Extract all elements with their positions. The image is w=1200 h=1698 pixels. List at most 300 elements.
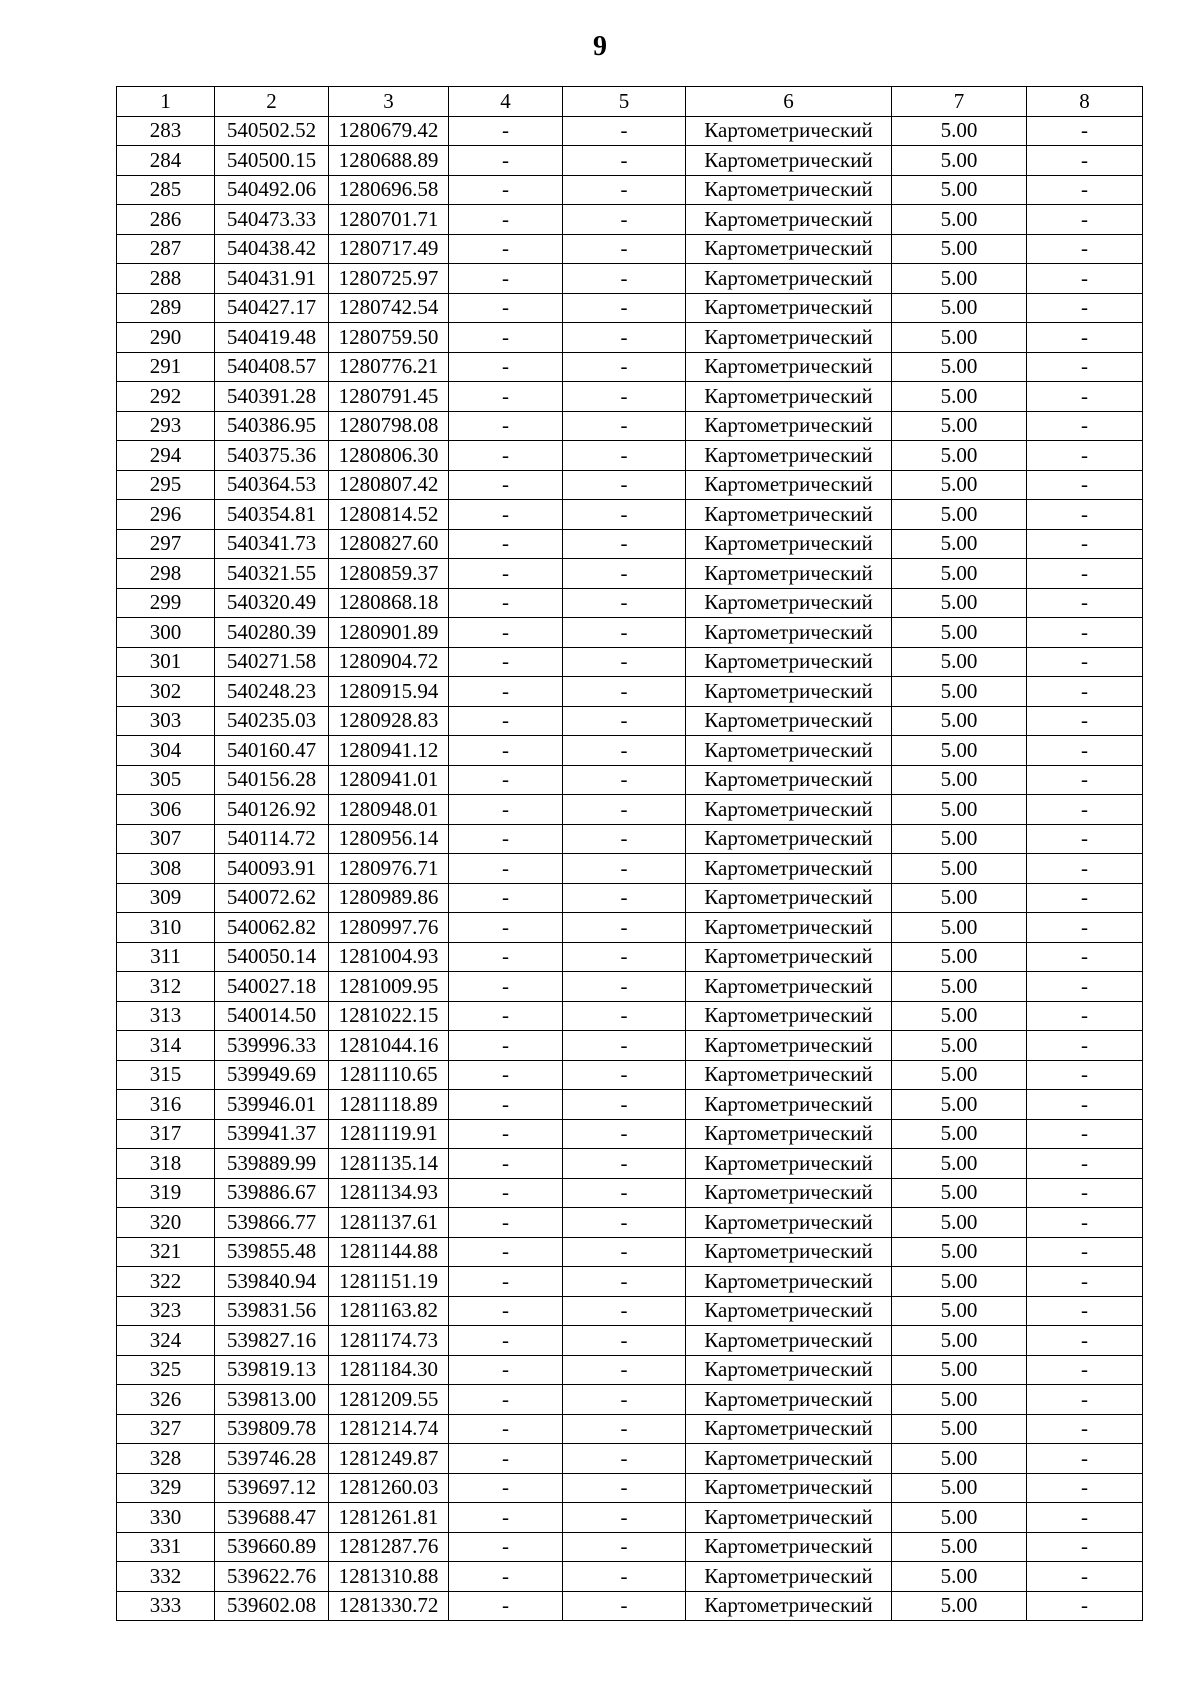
x-coordinate-cell: 540341.73 [215,529,329,559]
method-cell: Картометрический [686,1119,892,1149]
table-row [117,1444,1143,1474]
table-row [117,647,1143,677]
column-8-cell: - [1027,352,1143,382]
column-4-cell: - [449,795,563,825]
column-5-cell: - [563,441,686,471]
y-coordinate-cell: 1280915.94 [329,677,449,707]
y-coordinate-cell: 1281135.14 [329,1149,449,1179]
x-coordinate-cell: 540502.52 [215,116,329,146]
column-4-cell: - [449,529,563,559]
point-number-cell: 333 [117,1591,215,1621]
method-cell: Картометрический [686,736,892,766]
point-number-cell: 309 [117,883,215,913]
table-row [117,323,1143,353]
y-coordinate-cell: 1281310.88 [329,1562,449,1592]
x-coordinate-cell: 539660.89 [215,1532,329,1562]
accuracy-cell: 5.00 [892,854,1027,884]
accuracy-cell: 5.00 [892,736,1027,766]
table-row [117,500,1143,530]
table-row [117,1355,1143,1385]
method-cell: Картометрический [686,1149,892,1179]
accuracy-cell: 5.00 [892,146,1027,176]
y-coordinate-cell: 1280725.97 [329,264,449,294]
method-cell: Картометрический [686,1031,892,1061]
column-4-cell: - [449,765,563,795]
accuracy-cell: 5.00 [892,500,1027,530]
y-coordinate-cell: 1280868.18 [329,588,449,618]
column-5-cell: - [563,913,686,943]
accuracy-cell: 5.00 [892,1090,1027,1120]
column-4-cell: - [449,146,563,176]
column-8-cell: - [1027,706,1143,736]
method-cell: Картометрический [686,411,892,441]
column-8-cell: - [1027,824,1143,854]
column-4-cell: - [449,1473,563,1503]
column-5-cell: - [563,942,686,972]
table-row [117,1267,1143,1297]
column-5-cell: - [563,323,686,353]
method-cell: Картометрический [686,205,892,235]
column-5-cell: - [563,529,686,559]
y-coordinate-cell: 1281044.16 [329,1031,449,1061]
column-8-cell: - [1027,677,1143,707]
method-cell: Картометрический [686,1414,892,1444]
point-number-cell: 296 [117,500,215,530]
column-8-cell: - [1027,1208,1143,1238]
column-4-cell: - [449,913,563,943]
y-coordinate-cell: 1280798.08 [329,411,449,441]
accuracy-cell: 5.00 [892,352,1027,382]
column-8-cell: - [1027,1031,1143,1061]
column-5-cell: - [563,1473,686,1503]
accuracy-cell: 5.00 [892,1326,1027,1356]
y-coordinate-cell: 1281209.55 [329,1385,449,1415]
coordinates-table-body [117,87,1143,1621]
point-number-cell: 304 [117,736,215,766]
column-5-cell: - [563,854,686,884]
x-coordinate-cell: 540408.57 [215,352,329,382]
method-cell: Картометрический [686,1562,892,1592]
table-row [117,146,1143,176]
column-5-cell: - [563,1060,686,1090]
table-row [117,588,1143,618]
column-8-cell: - [1027,1562,1143,1592]
column-5-cell: - [563,1326,686,1356]
method-cell: Картометрический [686,824,892,854]
point-number-cell: 311 [117,942,215,972]
x-coordinate-cell: 540235.03 [215,706,329,736]
accuracy-cell: 5.00 [892,441,1027,471]
column-4-cell: - [449,1119,563,1149]
column-8-cell: - [1027,175,1143,205]
column-4-cell: - [449,1267,563,1297]
point-number-cell: 322 [117,1267,215,1297]
y-coordinate-cell: 1281260.03 [329,1473,449,1503]
column-header: 8 [1027,87,1143,117]
x-coordinate-cell: 539827.16 [215,1326,329,1356]
method-cell: Картометрический [686,116,892,146]
column-5-cell: - [563,264,686,294]
y-coordinate-cell: 1280997.76 [329,913,449,943]
method-cell: Картометрический [686,234,892,264]
column-header: 2 [215,87,329,117]
accuracy-cell: 5.00 [892,1414,1027,1444]
column-4-cell: - [449,647,563,677]
column-8-cell: - [1027,116,1143,146]
table-row [117,1591,1143,1621]
column-4-cell: - [449,175,563,205]
table-row [117,205,1143,235]
y-coordinate-cell: 1280956.14 [329,824,449,854]
column-4-cell: - [449,1149,563,1179]
method-cell: Картометрический [686,1178,892,1208]
table-row [117,1562,1143,1592]
column-8-cell: - [1027,1591,1143,1621]
column-4-cell: - [449,293,563,323]
point-number-cell: 290 [117,323,215,353]
column-8-cell: - [1027,1385,1143,1415]
accuracy-cell: 5.00 [892,411,1027,441]
method-cell: Картометрический [686,706,892,736]
column-header: 6 [686,87,892,117]
column-8-cell: - [1027,205,1143,235]
column-5-cell: - [563,411,686,441]
method-cell: Картометрический [686,323,892,353]
column-8-cell: - [1027,1503,1143,1533]
column-5-cell: - [563,1503,686,1533]
column-5-cell: - [563,824,686,854]
column-4-cell: - [449,736,563,766]
accuracy-cell: 5.00 [892,1385,1027,1415]
column-4-cell: - [449,854,563,884]
point-number-cell: 317 [117,1119,215,1149]
method-cell: Картометрический [686,470,892,500]
accuracy-cell: 5.00 [892,824,1027,854]
point-number-cell: 324 [117,1326,215,1356]
column-5-cell: - [563,1237,686,1267]
table-row [117,175,1143,205]
method-cell: Картометрический [686,559,892,589]
y-coordinate-cell: 1280759.50 [329,323,449,353]
x-coordinate-cell: 540027.18 [215,972,329,1002]
point-number-cell: 292 [117,382,215,412]
column-5-cell: - [563,470,686,500]
column-4-cell: - [449,1414,563,1444]
column-4-cell: - [449,352,563,382]
table-row [117,1385,1143,1415]
column-5-cell: - [563,382,686,412]
column-header: 3 [329,87,449,117]
x-coordinate-cell: 540500.15 [215,146,329,176]
method-cell: Картометрический [686,1208,892,1238]
method-cell: Картометрический [686,1237,892,1267]
column-8-cell: - [1027,647,1143,677]
column-8-cell: - [1027,972,1143,1002]
x-coordinate-cell: 540093.91 [215,854,329,884]
column-8-cell: - [1027,1149,1143,1179]
method-cell: Картометрический [686,1060,892,1090]
y-coordinate-cell: 1281119.91 [329,1119,449,1149]
accuracy-cell: 5.00 [892,765,1027,795]
method-cell: Картометрический [686,647,892,677]
table-row [117,1208,1143,1238]
x-coordinate-cell: 540248.23 [215,677,329,707]
column-8-cell: - [1027,146,1143,176]
table-row [117,765,1143,795]
method-cell: Картометрический [686,765,892,795]
method-cell: Картометрический [686,175,892,205]
y-coordinate-cell: 1280904.72 [329,647,449,677]
column-5-cell: - [563,175,686,205]
column-8-cell: - [1027,1326,1143,1356]
y-coordinate-cell: 1280814.52 [329,500,449,530]
accuracy-cell: 5.00 [892,1178,1027,1208]
x-coordinate-cell: 540271.58 [215,647,329,677]
column-5-cell: - [563,1562,686,1592]
x-coordinate-cell: 540014.50 [215,1001,329,1031]
column-8-cell: - [1027,736,1143,766]
point-number-cell: 313 [117,1001,215,1031]
y-coordinate-cell: 1281118.89 [329,1090,449,1120]
column-4-cell: - [449,1385,563,1415]
column-5-cell: - [563,647,686,677]
column-5-cell: - [563,972,686,1002]
accuracy-cell: 5.00 [892,1355,1027,1385]
column-4-cell: - [449,382,563,412]
column-8-cell: - [1027,765,1143,795]
table-row [117,706,1143,736]
column-5-cell: - [563,559,686,589]
x-coordinate-cell: 540280.39 [215,618,329,648]
x-coordinate-cell: 540473.33 [215,205,329,235]
column-5-cell: - [563,883,686,913]
point-number-cell: 330 [117,1503,215,1533]
column-8-cell: - [1027,500,1143,530]
column-5-cell: - [563,736,686,766]
column-8-cell: - [1027,470,1143,500]
method-cell: Картометрический [686,500,892,530]
point-number-cell: 286 [117,205,215,235]
x-coordinate-cell: 540320.49 [215,588,329,618]
column-8-cell: - [1027,264,1143,294]
column-5-cell: - [563,618,686,648]
table-row [117,1149,1143,1179]
accuracy-cell: 5.00 [892,1473,1027,1503]
point-number-cell: 303 [117,706,215,736]
y-coordinate-cell: 1280791.45 [329,382,449,412]
method-cell: Картометрический [686,942,892,972]
method-cell: Картометрический [686,588,892,618]
method-cell: Картометрический [686,1001,892,1031]
column-8-cell: - [1027,234,1143,264]
accuracy-cell: 5.00 [892,913,1027,943]
column-5-cell: - [563,234,686,264]
column-5-cell: - [563,293,686,323]
column-8-cell: - [1027,942,1143,972]
table-row [117,618,1143,648]
point-number-cell: 323 [117,1296,215,1326]
table-row [117,1473,1143,1503]
point-number-cell: 300 [117,618,215,648]
accuracy-cell: 5.00 [892,618,1027,648]
y-coordinate-cell: 1280807.42 [329,470,449,500]
point-number-cell: 320 [117,1208,215,1238]
column-5-cell: - [563,765,686,795]
column-5-cell: - [563,1414,686,1444]
y-coordinate-cell: 1280941.12 [329,736,449,766]
column-4-cell: - [449,618,563,648]
point-number-cell: 316 [117,1090,215,1120]
column-5-cell: - [563,1385,686,1415]
column-5-cell: - [563,1090,686,1120]
y-coordinate-cell: 1281249.87 [329,1444,449,1474]
accuracy-cell: 5.00 [892,470,1027,500]
column-4-cell: - [449,1296,563,1326]
accuracy-cell: 5.00 [892,382,1027,412]
point-number-cell: 299 [117,588,215,618]
column-5-cell: - [563,1267,686,1297]
y-coordinate-cell: 1281137.61 [329,1208,449,1238]
table-row [117,1060,1143,1090]
method-cell: Картометрический [686,1355,892,1385]
column-8-cell: - [1027,588,1143,618]
y-coordinate-cell: 1280806.30 [329,441,449,471]
x-coordinate-cell: 539886.67 [215,1178,329,1208]
method-cell: Картометрический [686,1503,892,1533]
accuracy-cell: 5.00 [892,795,1027,825]
table-row [117,1031,1143,1061]
method-cell: Картометрический [686,1532,892,1562]
y-coordinate-cell: 1280859.37 [329,559,449,589]
point-number-cell: 319 [117,1178,215,1208]
accuracy-cell: 5.00 [892,293,1027,323]
y-coordinate-cell: 1281004.93 [329,942,449,972]
table-row [117,913,1143,943]
column-8-cell: - [1027,293,1143,323]
point-number-cell: 287 [117,234,215,264]
table-row [117,1296,1143,1326]
page-number: 9 [593,31,607,62]
y-coordinate-cell: 1280776.21 [329,352,449,382]
x-coordinate-cell: 539819.13 [215,1355,329,1385]
table-row [117,1503,1143,1533]
table-row [117,883,1143,913]
column-5-cell: - [563,588,686,618]
accuracy-cell: 5.00 [892,1060,1027,1090]
point-number-cell: 308 [117,854,215,884]
method-cell: Картометрический [686,913,892,943]
y-coordinate-cell: 1280989.86 [329,883,449,913]
accuracy-cell: 5.00 [892,1119,1027,1149]
point-number-cell: 291 [117,352,215,382]
point-number-cell: 327 [117,1414,215,1444]
column-5-cell: - [563,205,686,235]
method-cell: Картометрический [686,795,892,825]
method-cell: Картометрический [686,264,892,294]
x-coordinate-cell: 539840.94 [215,1267,329,1297]
point-number-cell: 285 [117,175,215,205]
column-4-cell: - [449,972,563,1002]
table-row [117,293,1143,323]
table-row [117,264,1143,294]
y-coordinate-cell: 1281110.65 [329,1060,449,1090]
column-8-cell: - [1027,559,1143,589]
column-5-cell: - [563,1444,686,1474]
column-4-cell: - [449,1562,563,1592]
column-header: 4 [449,87,563,117]
column-8-cell: - [1027,1444,1143,1474]
table-row [117,972,1143,1002]
method-cell: Картометрический [686,293,892,323]
point-number-cell: 318 [117,1149,215,1179]
method-cell: Картометрический [686,1267,892,1297]
column-4-cell: - [449,883,563,913]
column-4-cell: - [449,234,563,264]
x-coordinate-cell: 540386.95 [215,411,329,441]
table-row [117,677,1143,707]
table-row [117,559,1143,589]
y-coordinate-cell: 1281184.30 [329,1355,449,1385]
y-coordinate-cell: 1281261.81 [329,1503,449,1533]
column-4-cell: - [449,1178,563,1208]
column-5-cell: - [563,1355,686,1385]
column-8-cell: - [1027,411,1143,441]
column-8-cell: - [1027,323,1143,353]
column-8-cell: - [1027,441,1143,471]
x-coordinate-cell: 540438.42 [215,234,329,264]
table-row [117,795,1143,825]
x-coordinate-cell: 539866.77 [215,1208,329,1238]
x-coordinate-cell: 540391.28 [215,382,329,412]
table-row [117,529,1143,559]
accuracy-cell: 5.00 [892,175,1027,205]
y-coordinate-cell: 1281287.76 [329,1532,449,1562]
y-coordinate-cell: 1280688.89 [329,146,449,176]
accuracy-cell: 5.00 [892,529,1027,559]
column-5-cell: - [563,795,686,825]
table-row [117,352,1143,382]
method-cell: Картометрический [686,1473,892,1503]
column-4-cell: - [449,1208,563,1238]
method-cell: Картометрический [686,854,892,884]
point-number-cell: 307 [117,824,215,854]
table-row [117,736,1143,766]
point-number-cell: 305 [117,765,215,795]
y-coordinate-cell: 1280717.49 [329,234,449,264]
x-coordinate-cell: 539622.76 [215,1562,329,1592]
column-4-cell: - [449,706,563,736]
y-coordinate-cell: 1281163.82 [329,1296,449,1326]
x-coordinate-cell: 540321.55 [215,559,329,589]
x-coordinate-cell: 539941.37 [215,1119,329,1149]
accuracy-cell: 5.00 [892,1237,1027,1267]
method-cell: Картометрический [686,146,892,176]
accuracy-cell: 5.00 [892,264,1027,294]
method-cell: Картометрический [686,352,892,382]
x-coordinate-cell: 540431.91 [215,264,329,294]
column-5-cell: - [563,352,686,382]
column-5-cell: - [563,500,686,530]
column-4-cell: - [449,323,563,353]
column-5-cell: - [563,116,686,146]
point-number-cell: 295 [117,470,215,500]
point-number-cell: 310 [117,913,215,943]
y-coordinate-cell: 1281022.15 [329,1001,449,1031]
method-cell: Картометрический [686,1591,892,1621]
x-coordinate-cell: 539813.00 [215,1385,329,1415]
x-coordinate-cell: 539746.28 [215,1444,329,1474]
coordinates-table [116,86,1143,1621]
